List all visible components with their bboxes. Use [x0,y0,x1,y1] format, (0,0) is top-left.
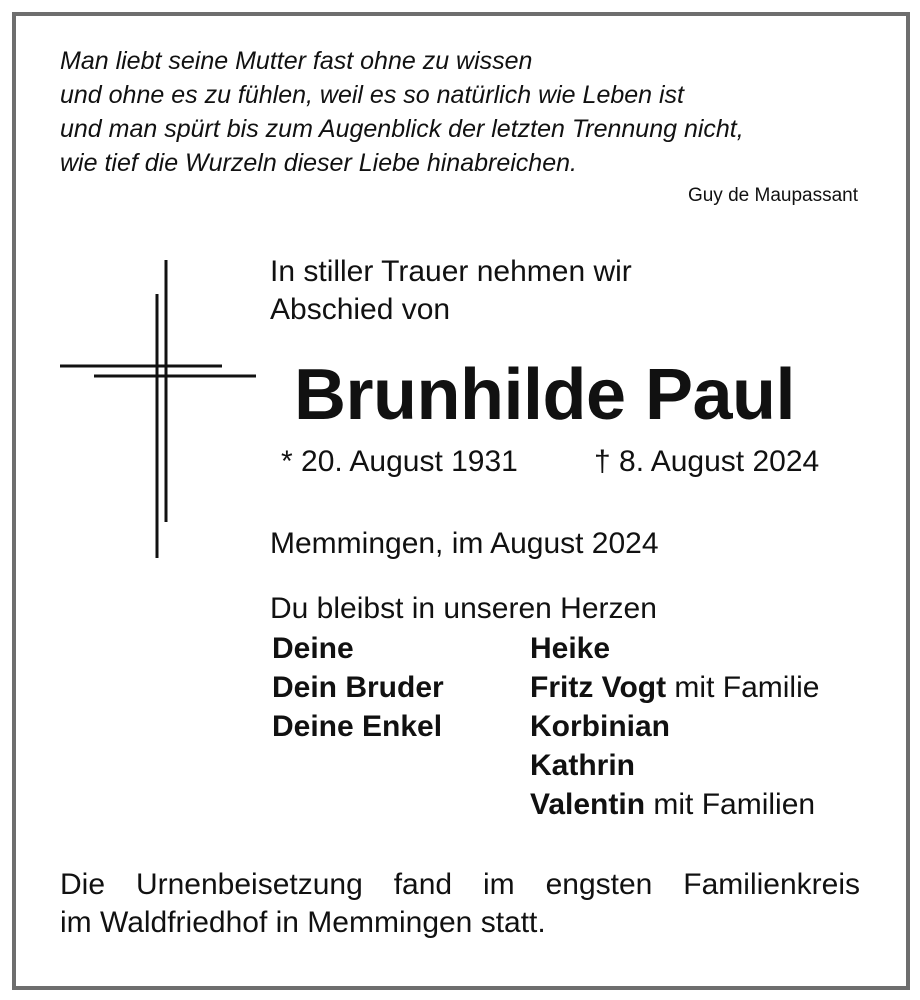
signer-names [530,785,815,824]
signer-role [272,746,530,785]
signer-row [272,746,819,785]
cross-icon [56,258,260,560]
signer-names [530,707,670,746]
signer-suffix: mit Familien [645,788,816,821]
signer-row [272,785,819,824]
signers-list [272,629,819,824]
signer-name: Fritz Vogt [530,671,667,704]
intro-line-2: Abschied von [270,293,451,326]
signer-names [530,746,635,785]
signer-role: Dein Bruder [272,671,444,704]
signer-names [530,668,819,707]
signer-name: Heike [530,632,611,665]
poem-quote [60,44,870,180]
burial-line-1: Die Urnenbeisetzung fand im engsten Familienkreis [60,868,860,901]
signer-names [530,629,610,668]
poem-author: Guy de Maupassant [687,185,858,206]
poem-line: und ohne es zu fühlen, weil es so natürlich wie Leben ist [60,81,684,109]
signer-row [272,668,819,707]
signer-row [272,707,819,746]
burial-line-2: im Waldfriedhof in Memmingen statt. [60,906,546,939]
signer-role: Deine Enkel [272,710,443,743]
signer-name: Kathrin [530,749,635,782]
poem-line: und man spürt bis zum Augenblick der letzten Trennung nicht, [60,115,744,143]
death-date: † 8. August 2024 [594,445,820,478]
signer-name: Valentin [530,788,646,821]
signer-role [272,785,530,824]
intro-line-1: In stiller Trauer nehmen wir [270,255,632,288]
signer-row [272,629,819,668]
signer-suffix: mit Familie [666,671,820,704]
signer-name: Korbinian [530,710,670,743]
farewell-text: Du bleibst in unseren Herzen [270,592,657,625]
poem-line: wie tief die Wurzeln dieser Liebe hinabreichen. [60,149,577,177]
poem-line: Man liebt seine Mutter fast ohne zu wissen [60,47,533,75]
intro-text [270,253,632,329]
place-date: Memmingen, im August 2024 [270,527,659,560]
birth-date: * 20. August 1931 [281,445,518,478]
deceased-name: Brunhilde Paul [294,355,796,435]
burial-notice [60,866,860,942]
signer-role: Deine [272,632,354,665]
